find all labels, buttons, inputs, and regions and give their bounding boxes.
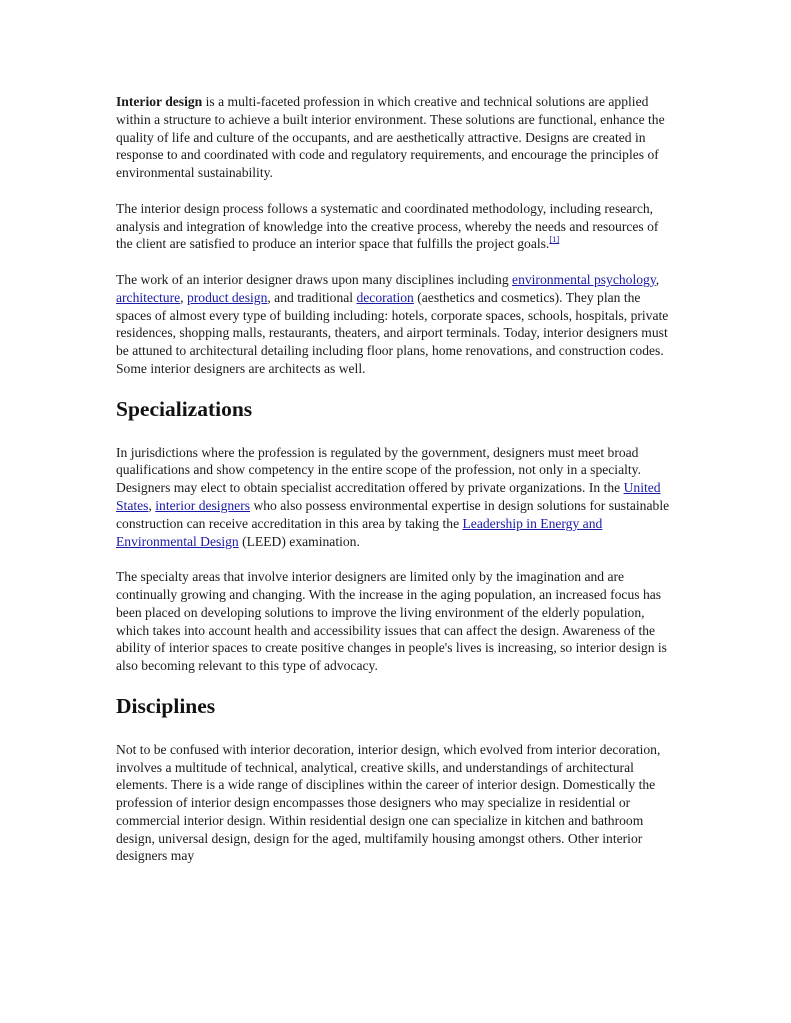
- link-architecture[interactable]: architecture: [116, 289, 181, 305]
- specializations-paragraph-1: [116, 444, 676, 551]
- specializations-paragraph-1-text: In jurisdictions where the profession is regulated by the government, designers must meet broad qualifications and show competency in the entire scope of the profession, not only in a specialty. Designers may elect to obtain specialist accreditation offered by private organizations. In the: [116, 444, 641, 496]
- intro-paragraph-2: [116, 200, 676, 253]
- intro-paragraph-3-text: The work of an interior designer draws upon many disciplines including: [116, 271, 513, 287]
- heading-disciplines: Disciplines: [116, 693, 216, 718]
- reference-link-1[interactable]: [1]: [549, 234, 560, 245]
- intro-paragraph-1: [116, 93, 676, 182]
- specializations-paragraph-2: The specialty areas that involve interior designers are limited only by the imagination and are continually growing and changing. With the increase in the aging population, an increased focus has been placed on developing solutions to improve the living environment of the elderly population, which takes into account health and accessibility issues that can affect the design. Awareness of the ability of interior spaces to create positive changes in people's lives is increasing, so interior design is also becoming relevant to this type of advocacy.: [116, 569, 667, 674]
- link-decoration[interactable]: decoration: [356, 289, 414, 305]
- intro-paragraph-3: [116, 271, 676, 378]
- link-product-design[interactable]: product design: [186, 289, 268, 305]
- link-leed[interactable]: Leadership in Energy and Environmental Design: [116, 515, 603, 549]
- term-interior-design: Interior design: [116, 94, 203, 109]
- intro-paragraph-3-text: , and traditional: [267, 289, 357, 305]
- intro-paragraph-3-text: ,: [655, 271, 660, 287]
- intro-paragraph-3-text: ,: [180, 289, 187, 305]
- link-interior-designers[interactable]: interior designers: [155, 497, 251, 513]
- intro-paragraph-1-text: is a multi-faceted profession in which creative and technical solutions are applied within a structure to achieve a built interior environment. These solutions are functional, enhance the quality of life and culture of the occupants, and are aesthetically attractive. Designs are created in response to and coordinated with code and regulatory requirements, and encourage the principles of environmental sustainability.: [116, 94, 665, 181]
- link-environmental-psychology[interactable]: environmental psychology: [512, 271, 656, 287]
- intro-paragraph-3-text: (aesthetics and cosmetics). They plan the spaces of almost every type of building including: hotels, corporate spaces, schools, hospitals, private residences, shopping malls, restaurants, theaters, and airport terminals. Today, interior designers must be attuned to architectural detailing including floor plans, home renovations, and construction codes. Some interior designers are architects as well.: [116, 289, 669, 376]
- specializations-paragraph-1-text: (LEED) examination.: [238, 533, 360, 549]
- link-united-states[interactable]: United States: [116, 480, 661, 513]
- heading-specializations: Specializations: [116, 396, 253, 421]
- disciplines-paragraph-1: Not to be confused with interior decoration, interior design, which evolved from interior decoration, involves a multitude of technical, analytical, creative skills, and understandings of architectural elements. There is a wide range of disciplines within the career of interior design. Domestically the profession of interior design encompasses those designers who may specialize in residential or commercial interior design. Within residential design one can specialize in kitchen and bathroom design, universal design, design for the aged, multifamily housing amongst others. Other interior designers may: [116, 741, 661, 864]
- document-page: [116, 93, 676, 883]
- intro-paragraph-2-text: The interior design process follows a systematic and coordinated methodology, including research, analysis and integration of knowledge into the creative process, whereby the needs and resources of the client are satisfied to produce an interior space that fulfills the project goals.: [116, 200, 659, 252]
- specializations-paragraph-1-text: ,: [148, 497, 156, 513]
- specializations-paragraph-1-text: who also possess environmental expertise in design solutions for sustainable construction can receive accreditation in this area by taking the: [116, 497, 670, 531]
